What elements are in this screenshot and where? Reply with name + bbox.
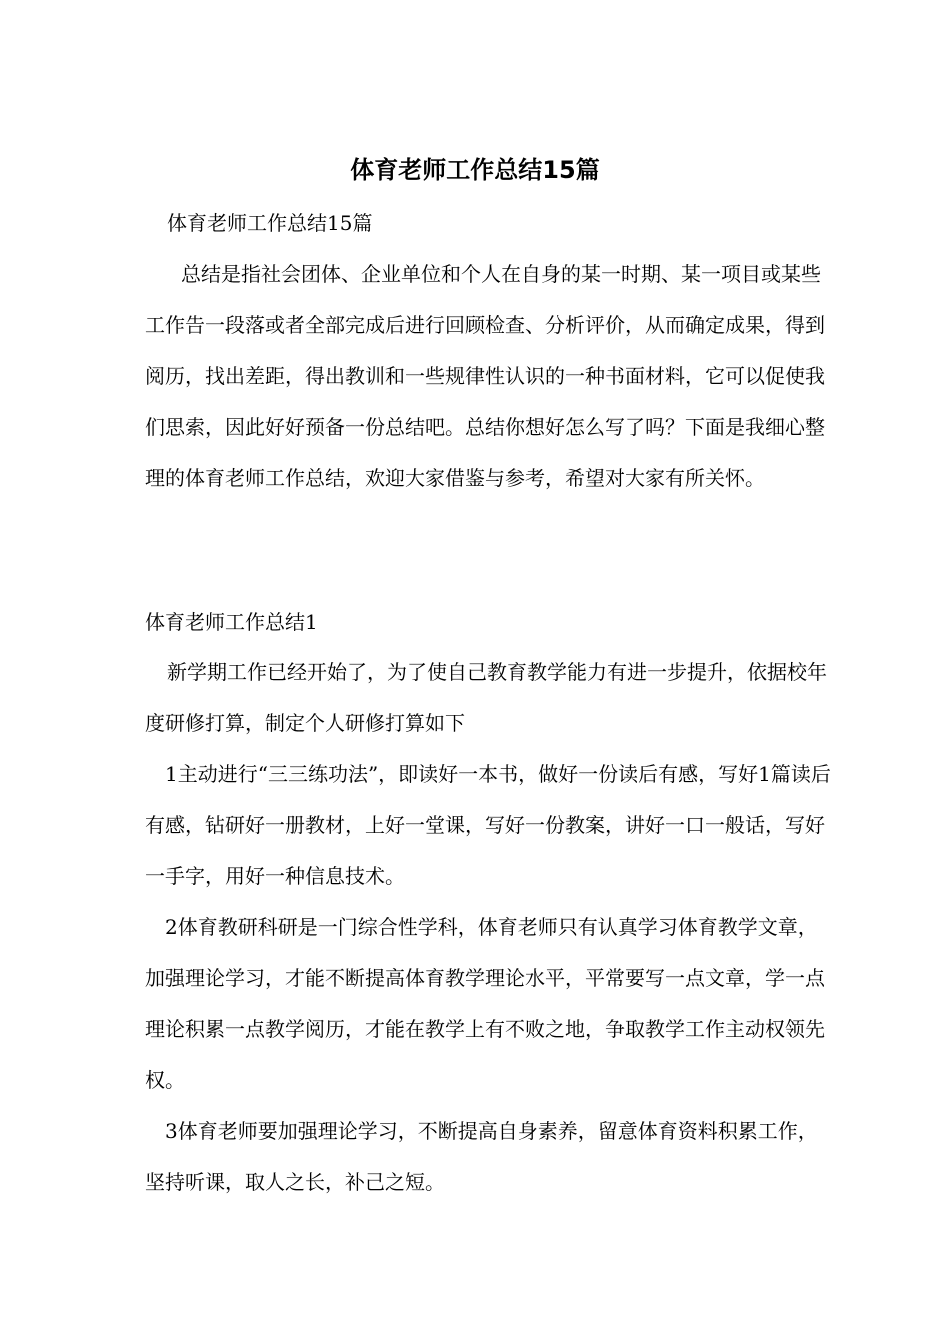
section-body	[145, 647, 835, 1208]
body-paragraph: 2体育教研科研是一门综合性学科，体育老师只有认真学习体育教学文章，加强理论学习，才能不断提高体育教学理论水平，平常要写一点文章，学一点理论积累一点教学阅历，才能在教学上有不败之地，争取教学工作主动权领先权。	[145, 915, 825, 1092]
document-title: 体育老师工作总结15篇	[350, 156, 600, 184]
intro-paragraph: 总结是指社会团体、企业单位和个人在自身的某一时期、某一项目或某些工作告一段落或者全部完成后进行回顾检查、分析评价，从而确定成果，得到阅历，找出差距，得出教训和一些规律性认识的一种书面材料，它可以促使我们思索，因此好好预备一份总结吧。总结你想好怎么写了吗？下面是我细心整理的体育老师工作总结，欢迎大家借鉴与参考，希望对大家有所关怀。	[145, 262, 825, 490]
body-paragraph: 新学期工作已经开始了，为了使自己教育教学能力有进一步提升，依据校年度研修打算，制定个人研修打算如下	[145, 660, 827, 735]
document-subtitle: 体育老师工作总结15篇	[167, 211, 373, 235]
section-heading: 体育老师工作总结1	[145, 610, 318, 634]
body-paragraph: 3体育老师要加强理论学习，不断提高自身素养，留意体育资料积累工作，坚持听课，取人之长，补己之短。	[145, 1119, 818, 1194]
body-paragraph: 1主动进行“三三练功法”，即读好一本书，做好一份读后有感，写好1篇读后有感，钻研好一册教材，上好一堂课，写好一份教案，讲好一口一般话，写好一手字，用好一种信息技术。	[145, 762, 831, 888]
